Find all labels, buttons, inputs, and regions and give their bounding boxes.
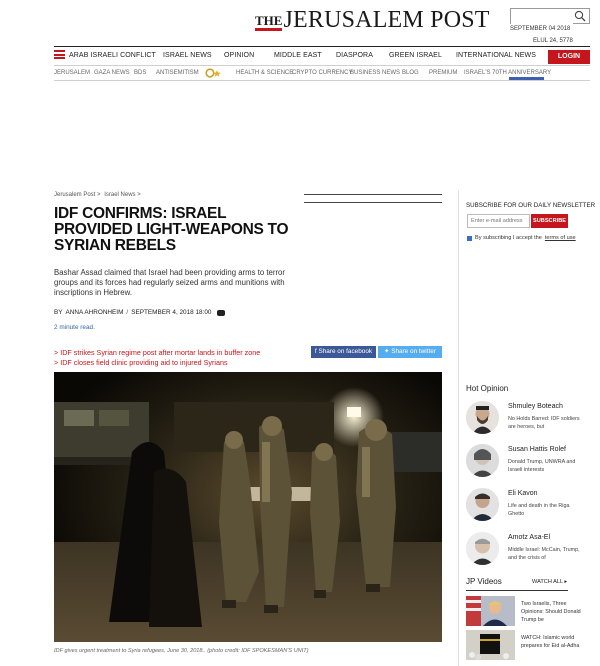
byline-separator: / [126, 309, 129, 316]
opinion-item[interactable] [466, 532, 586, 572]
hebrew-date: ELUL 24, 5778 [533, 38, 573, 44]
breadcrumb-item-israel-news[interactable]: Israel News > [104, 192, 141, 198]
share-twitter-label: Share on twitter [391, 348, 436, 355]
video-item[interactable] [466, 630, 586, 660]
subnav-item-gaza-news[interactable]: GAZA NEWS [94, 70, 130, 76]
nav-item-israel-news[interactable]: ISRAEL NEWS [163, 52, 212, 59]
breadcrumb-item-home[interactable]: Jerusalem Post > [54, 192, 101, 198]
consent-checkbox[interactable] [467, 236, 472, 241]
related-link[interactable]: > IDF strikes Syrian regime post after mortar lands in buffer zone [54, 348, 261, 357]
subnav-item-70th-anniversary[interactable]: ISRAEL'S 70TH ANNIVERSARY [464, 70, 552, 76]
subnav-item-blog[interactable]: BLOG [402, 70, 419, 76]
avatar [466, 401, 499, 434]
byline [54, 309, 225, 316]
twitter-icon: ✦ [384, 348, 390, 355]
subnav-item-premium[interactable]: PREMIUM [429, 70, 458, 76]
nav-divider [54, 46, 590, 47]
opinion-author[interactable]: Shmuley Boteach [508, 403, 563, 410]
comment-icon[interactable] [217, 310, 225, 316]
share-divider [304, 194, 442, 195]
subscribe-button[interactable]: SUBSCRIBE [531, 214, 568, 228]
newsletter-consent [467, 235, 576, 241]
article-title: IDF CONFIRMS: ISRAEL PROVIDED LIGHT-WEAPONS TO SYRIAN REBELS [54, 205, 289, 254]
avatar [466, 532, 499, 565]
related-link[interactable]: > IDF closes field clinic providing aid to injured Syrians [54, 358, 228, 367]
opinion-snippet[interactable]: Life and death in the Riga Ghetto [508, 503, 570, 517]
author-link[interactable]: ANNA AHRONHEIM [65, 309, 124, 316]
opinion-snippet[interactable]: Middle Israel: McCain, Trump, and the crisis of [508, 547, 580, 561]
logo-the: THE [255, 12, 283, 28]
login-button[interactable]: LOGIN [548, 50, 590, 64]
terms-link[interactable]: terms of use [544, 235, 576, 241]
nav-divider [54, 65, 590, 66]
publish-date: SEPTEMBER 4, 2018 18:00 [131, 309, 212, 316]
opinion-snippet[interactable]: Donald Trump, UNWRA and Israeli interests [508, 459, 576, 473]
hamburger-menu-icon[interactable] [54, 50, 65, 59]
share-facebook-button[interactable]: f Share on facebook [311, 346, 376, 358]
avatar [466, 488, 499, 521]
subnav-item-antisemitism[interactable]: ANTISEMITISM [156, 70, 199, 76]
opinion-author[interactable]: Amotz Asa-El [508, 534, 551, 541]
video-title[interactable]: WATCH: Islamic world prepares for Eid al-Adha [521, 635, 580, 649]
subnav-item-bds[interactable]: BDS [134, 70, 147, 76]
opinion-item[interactable] [466, 401, 586, 441]
opinion-snippet[interactable]: No Holds Barred: IDF soldiers are heroes, but [508, 416, 580, 430]
watch-all-link[interactable]: WATCH ALL ▸ [532, 579, 568, 585]
site-logo[interactable] [255, 6, 490, 34]
subnav-item-jerusalem[interactable]: JERUSALEM [54, 70, 91, 76]
jp-videos-title: JP Videos [466, 577, 502, 586]
newsletter-email-field[interactable] [467, 214, 530, 228]
subnav-item-health-science[interactable]: HEALTH & SCIENCE [236, 70, 294, 76]
sidebar-divider [458, 190, 459, 666]
nav-item-middle-east[interactable]: MIDDLE EAST [274, 52, 322, 59]
opinion-item[interactable] [466, 488, 586, 528]
newsletter-title: SUBSCRIBE FOR OUR DAILY NEWSLETTER [466, 202, 596, 209]
logo-wordmark: JERUSALEM POST [283, 7, 490, 33]
subnav-item-business-news[interactable]: BUSINESS NEWS [350, 70, 401, 76]
video-title[interactable]: Two Israelis, Three Opinions: Should Donald Trump be [521, 601, 581, 623]
nav-item-diaspora[interactable]: DIASPORA [336, 52, 373, 59]
article-lead: Bashar Assad claimed that Israel had been providing arms to terror groups and its forces had regularly seized arms and munitions with inscriptions in Hebrew. [54, 268, 285, 297]
subnav-item-crypto-currency[interactable]: CRYPTO CURRENCY [292, 70, 353, 76]
video-item[interactable] [466, 596, 586, 626]
photo-caption: IDF gives urgent treatment to Syria refugees, June 30, 2018.. (photo credit: IDF SPOKESMAN'S UNIT) [54, 648, 309, 654]
video-thumbnail[interactable] [466, 630, 515, 660]
opinion-item[interactable] [466, 444, 586, 484]
c-logo-icon[interactable] [205, 68, 223, 78]
opinion-author[interactable]: Susan Hattis Rolef [508, 446, 566, 453]
byline-by: BY [54, 309, 63, 316]
read-time: 2 minute read. [54, 324, 95, 331]
nav-item-opinion[interactable]: OPINION [224, 52, 255, 59]
consent-text: By subscribing I accept the [475, 235, 542, 241]
nav-item-international-news[interactable]: INTERNATIONAL NEWS [456, 52, 536, 59]
avatar [466, 444, 499, 477]
share-divider [304, 202, 442, 203]
share-twitter-button[interactable] [378, 346, 442, 358]
nav-item-green-israel[interactable]: GREEN ISRAEL [389, 52, 442, 59]
hot-opinion-title: Hot Opinion [466, 384, 509, 393]
opinion-author[interactable]: Eli Kavon [508, 490, 538, 497]
article-photo [54, 372, 442, 642]
current-date: SEPTEMBER 04 2018 [510, 26, 571, 32]
search-icon[interactable] [574, 10, 586, 22]
search-box[interactable] [510, 8, 590, 24]
nav-item-arab-israeli-conflict[interactable]: ARAB ISRAELI CONFLICT [69, 52, 156, 59]
videos-divider [466, 590, 568, 591]
video-thumbnail[interactable] [466, 596, 515, 626]
nav-divider [54, 80, 590, 81]
breadcrumb [54, 192, 143, 198]
